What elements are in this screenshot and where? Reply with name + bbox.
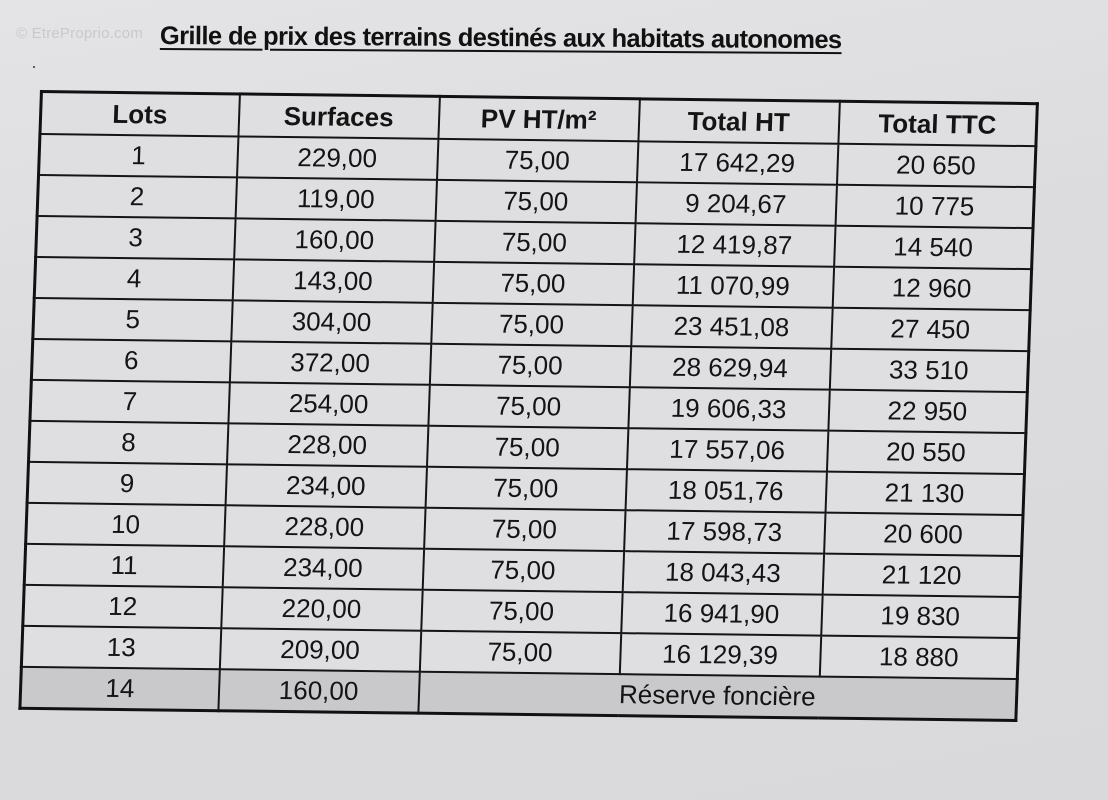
- cell-lot: 7: [30, 380, 229, 423]
- cell-pv: 75,00: [424, 508, 625, 551]
- cell-surface: 254,00: [228, 382, 429, 425]
- cell-lot: 3: [36, 216, 235, 259]
- cell-surface: 228,00: [226, 423, 427, 466]
- cell-surface: 234,00: [222, 546, 423, 589]
- price-grid-container: [18, 90, 1039, 722]
- cell-pv: 75,00: [422, 549, 623, 592]
- cell-pv: 75,00: [435, 180, 636, 223]
- cell-surface: 143,00: [232, 259, 433, 302]
- speck: [33, 66, 35, 68]
- cell-total-ttc: 21 130: [825, 472, 1024, 515]
- cell-surface: 372,00: [229, 341, 430, 384]
- header-pv-ht-m2: PV HT/m²: [438, 96, 639, 141]
- cell-pv: 75,00: [426, 426, 627, 469]
- cell-total-ttc: 20 550: [826, 431, 1025, 474]
- cell-lot: 14: [20, 667, 219, 711]
- cell-lot: 11: [24, 544, 223, 587]
- table-body: [21, 134, 1036, 679]
- cell-lot: 13: [21, 626, 220, 669]
- cell-total-ttc: 20 600: [824, 513, 1023, 556]
- cell-surface: 234,00: [225, 464, 426, 507]
- cell-total-ttc: 18 880: [819, 636, 1018, 679]
- cell-surface: 209,00: [219, 628, 420, 671]
- cell-pv: 75,00: [432, 262, 633, 305]
- cell-total-ht: 12 419,87: [634, 223, 835, 266]
- cell-total-ttc: 19 830: [821, 595, 1020, 638]
- cell-lot: 10: [26, 503, 225, 546]
- cell-surface: 160,00: [218, 669, 419, 713]
- header-total-ttc: Total TTC: [838, 101, 1037, 146]
- cell-lot: 4: [34, 257, 233, 300]
- cell-total-ht: 19 606,33: [628, 387, 829, 430]
- cell-total-ttc: 21 120: [822, 554, 1021, 597]
- cell-pv: 75,00: [419, 631, 620, 674]
- cell-total-ht: 11 070,99: [632, 264, 833, 307]
- cell-total-ttc: 20 650: [836, 144, 1035, 187]
- cell-pv: 75,00: [434, 221, 635, 264]
- header-total-ht: Total HT: [638, 99, 839, 144]
- cell-pv: 75,00: [437, 139, 638, 182]
- cell-total-ht: 16 941,90: [621, 592, 822, 635]
- cell-reserve-note: Réserve foncière: [418, 672, 1017, 721]
- cell-total-ht: 23 451,08: [631, 305, 832, 348]
- cell-total-ht: 18 043,43: [622, 551, 823, 594]
- cell-pv: 75,00: [429, 344, 630, 387]
- cell-total-ttc: 14 540: [834, 226, 1033, 269]
- cell-total-ttc: 33 510: [829, 349, 1028, 392]
- cell-total-ttc: 22 950: [828, 390, 1027, 433]
- cell-surface: 119,00: [235, 177, 436, 220]
- cell-surface: 229,00: [237, 136, 438, 179]
- header-surfaces: Surfaces: [238, 94, 439, 139]
- cell-total-ht: 17 557,06: [626, 428, 827, 471]
- cell-lot: 8: [29, 421, 228, 464]
- cell-surface: 228,00: [224, 505, 425, 548]
- cell-total-ttc: 12 960: [832, 267, 1031, 310]
- cell-total-ttc: 27 450: [831, 308, 1030, 351]
- cell-surface: 160,00: [234, 218, 435, 261]
- price-grid-table: [18, 90, 1039, 722]
- cell-pv: 75,00: [428, 385, 629, 428]
- document-title: Grille de prix des terrains destinés aux habitats autonomes: [159, 22, 842, 55]
- cell-surface: 304,00: [231, 300, 432, 343]
- watermark: © EtreProprio.com: [16, 25, 143, 42]
- cell-lot: 9: [27, 462, 226, 505]
- cell-total-ht: 17 642,29: [636, 141, 837, 184]
- cell-total-ttc: 10 775: [835, 185, 1034, 228]
- cell-lot: 12: [23, 585, 222, 628]
- cell-pv: 75,00: [425, 467, 626, 510]
- cell-total-ht: 28 629,94: [629, 346, 830, 389]
- header-lots: Lots: [40, 92, 239, 137]
- cell-total-ht: 17 598,73: [624, 510, 825, 553]
- cell-lot: 1: [39, 134, 238, 177]
- cell-surface: 220,00: [221, 587, 422, 630]
- cell-pv: 75,00: [421, 590, 622, 633]
- cell-lot: 2: [37, 175, 236, 218]
- cell-lot: 5: [33, 298, 232, 341]
- cell-total-ht: 18 051,76: [625, 469, 826, 512]
- cell-total-ht: 16 129,39: [619, 633, 820, 676]
- cell-total-ht: 9 204,67: [635, 182, 836, 225]
- cell-lot: 6: [31, 339, 230, 382]
- cell-pv: 75,00: [431, 303, 632, 346]
